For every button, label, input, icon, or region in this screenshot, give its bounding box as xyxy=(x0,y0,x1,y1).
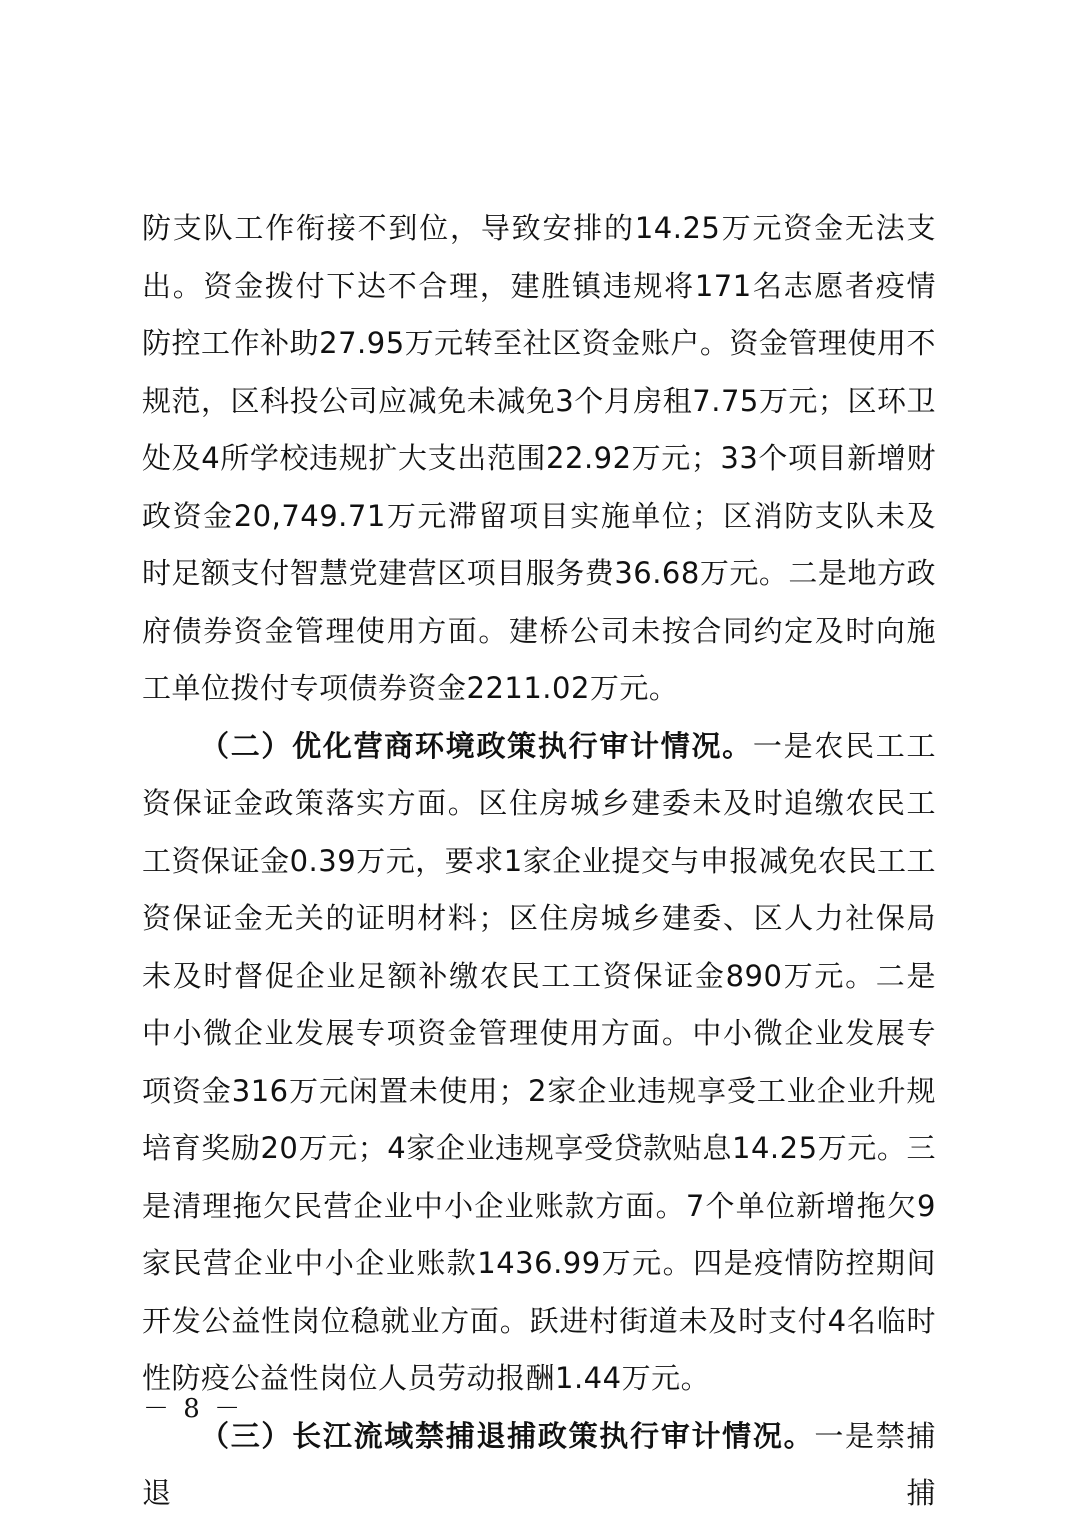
paragraph-2 xyxy=(142,718,936,1408)
paragraph-3-text: 一是禁捕退捕 xyxy=(142,1418,936,1510)
document-body xyxy=(142,200,936,1523)
paragraph-2-text: 一是农民工工资保证金政策落实方面。区住房城乡建委未及时追缴农民工工资保证金0.39万元，要求1家企业提交与申报减免农民工工资保证金无关的证明材料；区住房城乡建委、区人力社保局未及时督促企业足额补缴农民工工资保证金890万元。二是中小微企业发展专项资金管理使用方面。中小微企业发展专项资金316万元闲置未使用；2家企业违规享受工业企业升规培育奖励20万元；4家企业违规享受贷款贴息14.25万元。三是清理拖欠民营企业中小企业账款方面。7个单位新增拖欠9家民营企业中小企业账款1436.99万元。四是疫情防控期间开发公益性岗位稳就业方面。跃进村街道未及时支付4名临时性防疫公益性岗位人员劳动报酬1.44万元。 xyxy=(142,728,936,1395)
paragraph-3-heading: （三）长江流域禁捕退捕政策执行审计情况。 xyxy=(200,1418,815,1453)
paragraph-3 xyxy=(142,1408,936,1523)
paragraph-2-heading: （二）优化营商环境政策执行审计情况。 xyxy=(200,728,753,763)
page-number: － 8 － xyxy=(143,1394,244,1424)
paragraph-1-text: 防支队工作衔接不到位，导致安排的14.25万元资金无法支出。资金拨付下达不合理，建胜镇违规将171名志愿者疫情防控工作补助27.95万元转至社区资金账户。资金管理使用不规范，区科投公司应减免未减免3个月房租7.75万元；区环卫处及4所学校违规扩大支出范围22.92万元；33个项目新增财政资金20,749.71万元滞留项目实施单位；区消防支队未及时足额支付智慧党建营区项目服务费36.68万元。二是地方政府债券资金管理使用方面。建桥公司未按合同约定及时向施工单位拨付专项债券资金2211.02万元。 xyxy=(142,211,936,705)
paragraph-1 xyxy=(142,200,936,718)
